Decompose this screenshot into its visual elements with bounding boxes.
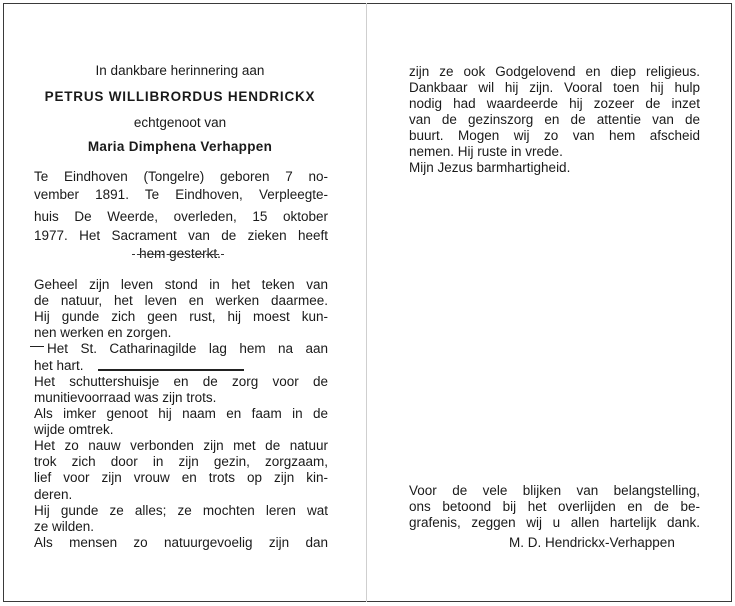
- spouse-name: Maria Dimphena Verhappen: [87, 139, 273, 154]
- body-line: lief voor zijn vrouw en trots op zijn kin-: [34, 470, 328, 485]
- body-line: zijn ze ook Godgelovend en diep religieus.: [409, 64, 700, 79]
- body-line: de natuur, het leven en werken daarmee.: [34, 293, 328, 308]
- body-line: wijde omtrek.: [34, 422, 114, 437]
- body-line: munitievoorraad was zijn trots.: [34, 390, 217, 405]
- memorial-heading: In dankbare herinnering aan: [95, 63, 265, 78]
- signature: M. D. Hendrickx-Verhappen: [509, 535, 675, 550]
- body-line: nen werken en zorgen.: [34, 325, 172, 340]
- body-line: Geheel zijn leven stond in het teken van: [34, 277, 328, 292]
- deceased-name: PETRUS WILLIBRORDUS HENDRICKX: [44, 89, 316, 104]
- body-line: nodig had waardeerde hij zozeer de inzet: [409, 96, 700, 111]
- thanks-line: grafenis, zeggen wij u allen hartelijk dank.: [409, 515, 700, 530]
- body-line: Als mensen zo natuurgevoelig zijn dan: [34, 535, 328, 550]
- body-line: het hart.: [34, 358, 84, 373]
- bio-line: hem gesterkt.: [139, 246, 221, 261]
- bio-line: vember 1891. Te Eindhoven, Verpleegte-: [34, 187, 328, 202]
- body-line: Het zo nauw verbonden zijn met de natuur: [34, 438, 328, 453]
- body-line: Hij gunde ze alles; ze mochten leren wat: [34, 503, 328, 518]
- body-line: Dankbaar wil hij zijn. Vooral toen hij hulp: [409, 80, 700, 95]
- body-line: nemen. Hij ruste in vrede.: [409, 144, 563, 159]
- thanks-line: Voor de vele blijken van belangstelling,: [409, 483, 700, 498]
- body-line: deren.: [34, 487, 73, 502]
- body-line: Het St. Catharinagilde lag hem na aan: [47, 341, 328, 356]
- body-line: trok zich door in zijn gezin, zorgzaam,: [34, 454, 328, 469]
- bio-line: 1977. Het Sacrament van de zieken heeft: [34, 228, 328, 243]
- margin-mark: [30, 346, 44, 347]
- body-line: ze wilden.: [34, 519, 95, 534]
- bio-line: huis De Weerde, overleden, 15 oktober: [34, 209, 328, 224]
- thanks-line: ons betoond bij het overlijden en de be-: [409, 499, 700, 514]
- separator-dashes: [132, 254, 224, 255]
- body-line: buurt. Mogen wij zo van hem afscheid: [409, 128, 700, 143]
- body-line: Het schuttershuisje en de zorg voor de: [34, 374, 328, 389]
- body-line: Hij gunde zich geen rust, hij moest kun-: [34, 309, 328, 324]
- spouse-label: echtgenoot van: [133, 115, 227, 130]
- handwritten-underline: [98, 369, 244, 371]
- body-line: Als imker genoot hij naam en faam in de: [34, 406, 328, 421]
- bio-line: Te Eindhoven (Tongelre) geboren 7 no-: [34, 169, 328, 184]
- body-line: van de gezinszorg en de attentie van de: [409, 112, 700, 127]
- body-line: Mijn Jezus barmhartigheid.: [409, 160, 571, 175]
- page-fold-divider: [366, 3, 367, 602]
